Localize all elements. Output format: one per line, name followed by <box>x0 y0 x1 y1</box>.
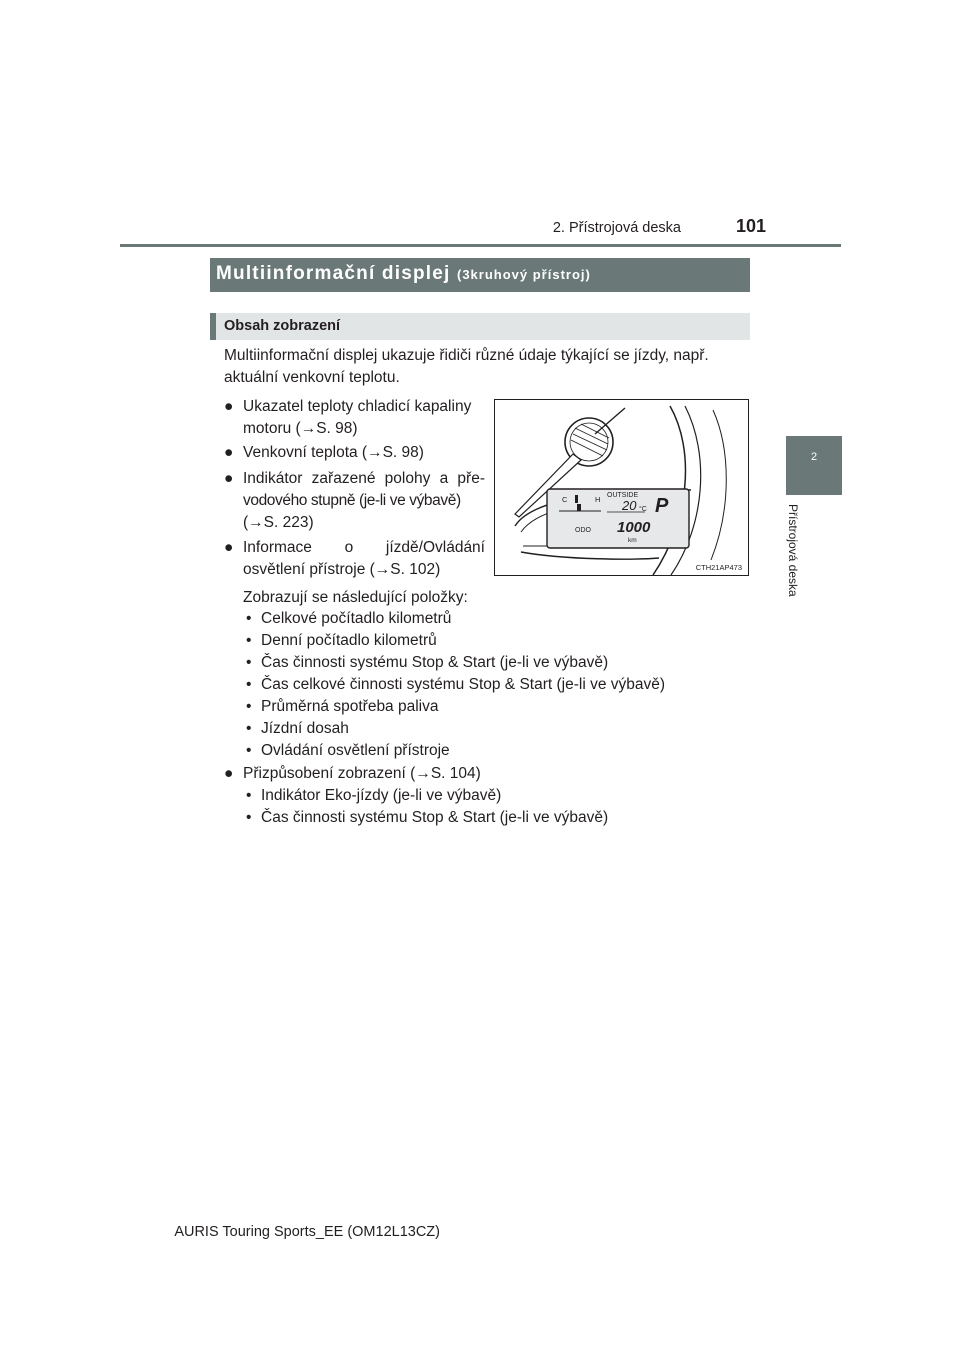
dot-marker: • <box>246 809 252 826</box>
trip-item: Jízdní dosah <box>261 720 349 737</box>
bullet-gear-indicator <box>243 468 485 534</box>
lcd-hot-label: H <box>595 495 601 504</box>
chapter-tab-label-text: Přístrojová deska <box>786 504 800 597</box>
lcd-outside-label: OUTSIDE <box>607 492 639 499</box>
trip-item: Celkové počítadlo kilometrů <box>261 610 452 627</box>
dot-marker: • <box>246 720 252 737</box>
page-number: 101 <box>736 216 767 236</box>
dot-marker: • <box>246 632 252 649</box>
section-title-sub: (3kruhový přístroj) <box>457 267 591 282</box>
dot-marker: • <box>246 610 252 627</box>
intro-line: Multiinformační displej ukazuje řidiči různé údaje týkající se jízdy, např. <box>224 347 709 364</box>
bullet-dot: ● <box>224 765 234 782</box>
bullet-outside-temp: Venkovní teplota (→S. 98) <box>243 444 424 461</box>
dot-marker: • <box>246 698 252 715</box>
trip-item: Ovládání osvětlení přístroje <box>261 742 450 759</box>
page-footer: AURIS Touring Sports_EE (OM12L13CZ) <box>174 1224 440 1240</box>
bullet-line: Indikátor zařazené polohy a pře- <box>243 470 485 487</box>
bullet-line: Informace o jízdě/Ovládání <box>243 539 485 556</box>
chapter-tab-number: 2 <box>810 451 818 463</box>
custom-item: Čas činnosti systému Stop & Start (je-li ve výbavě) <box>261 809 609 826</box>
bullet-line: motoru (→S. 98) <box>243 420 358 437</box>
dot-marker: • <box>246 676 252 693</box>
instrument-svg <box>495 400 748 575</box>
panel-bottom-line <box>521 552 659 559</box>
bullet-trip-info <box>243 537 485 581</box>
lcd-temp-unit: °C <box>639 506 647 513</box>
bullet-dot: ● <box>224 539 234 556</box>
dot-marker: • <box>246 787 252 804</box>
lcd-distance-unit: km <box>628 537 637 544</box>
section-title-main: Multiinformační displej <box>216 263 451 284</box>
figure-code: CTH21AP473 <box>695 563 742 572</box>
section-title <box>216 263 591 285</box>
bullet-line: Ukazatel teploty chladicí kapaliny <box>243 398 472 415</box>
subheading-accent <box>210 313 216 340</box>
bullet-dot: ● <box>224 444 234 461</box>
bullet-coolant <box>243 396 471 440</box>
dot-marker: • <box>246 654 252 671</box>
coolant-icon <box>575 495 578 503</box>
chapter-tab-label <box>784 504 804 624</box>
bullet-line: vodového stupně (je-li ve výbavě) <box>243 492 461 509</box>
trip-item: Čas činnosti systému Stop & Start (je-li ve výbavě) <box>261 654 609 671</box>
meter-edge-arc <box>711 410 726 560</box>
bullet-line: (→S. 223) <box>243 514 314 531</box>
header-rule <box>120 244 841 247</box>
bullet-dot: ● <box>224 398 234 415</box>
trip-item: Denní počítadlo kilometrů <box>261 632 437 649</box>
running-header-section: 2. Přístrojová deska <box>552 220 681 236</box>
trip-item: Čas celkové činnosti systému Stop & Start (je-li ve výbavě) <box>261 676 666 693</box>
bullet-line: osvětlení přístroje (→S. 102) <box>243 561 441 578</box>
lcd-temperature: 20 <box>622 498 637 513</box>
bullet-trip-lead: Zobrazují se následující položky: <box>243 589 468 606</box>
instrument-illustration <box>494 399 749 576</box>
lcd-odometer: 1000 <box>617 519 651 536</box>
lcd-odo-label: ODO <box>575 527 591 534</box>
intro-line: aktuální venkovní teplotu. <box>224 369 400 386</box>
lcd-cold-label: C <box>562 495 568 504</box>
subheading: Obsah zobrazení <box>224 318 341 334</box>
lcd-gear-position: P <box>655 495 669 517</box>
bullet-dot: ● <box>224 470 234 487</box>
trip-item: Průměrná spotřeba paliva <box>261 698 439 715</box>
dot-marker: • <box>246 742 252 759</box>
bullet-display-customization: Přizpůsobení zobrazení (→S. 104) <box>243 765 481 782</box>
custom-item: Indikátor Eko-jízdy (je-li ve výbavě) <box>261 787 502 804</box>
coolant-level-mark <box>577 504 581 511</box>
intro-paragraph <box>224 345 709 389</box>
chapter-tab <box>786 436 842 495</box>
